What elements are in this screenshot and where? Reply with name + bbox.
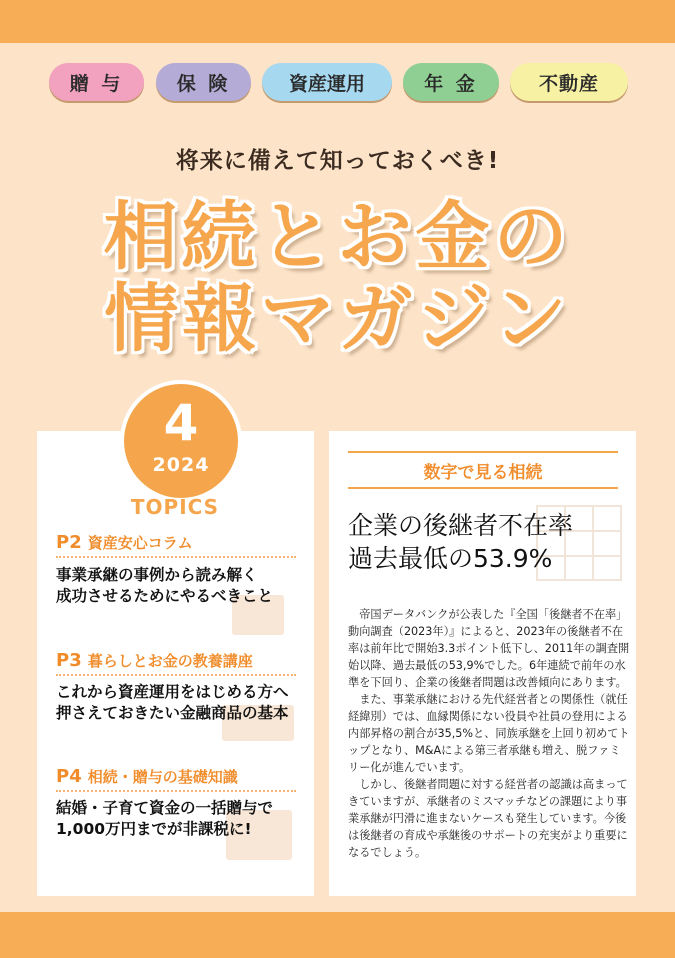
topics-heading: TOPICS	[130, 495, 220, 519]
category-asset-management: 資産運用	[262, 63, 392, 101]
topic-1-title-line-1: 事業承継の事例から読み解く	[56, 566, 258, 584]
bottom-band	[0, 912, 675, 958]
topic-1-category: 資産安心コラム	[87, 534, 193, 552]
top-band	[0, 0, 675, 43]
topic-3-title-line-2: 1,000万円までが非課税に!	[56, 820, 252, 838]
title-line-2: 情報マガジン	[104, 276, 571, 362]
topic-3-label	[56, 766, 238, 787]
category-real-estate: 不動産	[510, 63, 628, 101]
issue-year: 2024	[152, 454, 210, 476]
topic-1-page: P2	[56, 532, 82, 553]
feature-body	[348, 606, 630, 861]
topic-2-title-line-2: 押さえておきたい金融商品の基本	[56, 704, 289, 722]
issue-badge	[120, 380, 242, 502]
topic-1-label	[56, 532, 193, 553]
feature-paragraph-2: また、事業承継における先代経営者との関係性（就任経緯別）では、血縁関係にない役員や社員の登用による内部昇格の割合が35,5%と、同族承継を上回り初めてトップとなり、M&Aによる第三者承継も増え、脱ファミリー化が進んでいます。	[348, 693, 630, 774]
topic-2-title-line-1: これから資産運用をはじめる方へ	[56, 683, 289, 701]
feature-headline	[348, 509, 628, 575]
topic-3-divider	[56, 790, 296, 792]
topic-1-divider	[56, 556, 296, 558]
topic-3-page: P4	[56, 766, 82, 787]
category-pension: 年 金	[403, 63, 499, 101]
topic-1-title	[56, 565, 306, 607]
feature-paragraph-1: 帝国データバンクが公表した『全国「後継者不在率」動向調査（2023年）』によると、2023年の後継者不在率は前年比で開始3.3ポイント低下し、2011年の調査開始以降、過去最低の53,9%でした。6年連続で前年の水準を下回り、企業の後継者問題は改善傾向にあります。	[348, 608, 630, 689]
topic-2-divider	[56, 674, 296, 676]
category-pills	[49, 63, 629, 103]
topic-2-page: P3	[56, 650, 82, 671]
topic-2-category: 暮らしとお金の教養講座	[87, 652, 253, 670]
topic-2-title	[56, 682, 306, 724]
subtitle: 将来に備えて知っておくべき!	[175, 148, 500, 174]
feature-section-title: 数字で見る相続	[348, 451, 618, 489]
topic-3-category: 相続・贈与の基礎知識	[87, 768, 238, 786]
feature-paragraph-3: しかし、後継者問題に対する経営者の認識は高まってきていますが、承継者のミスマッチなどの課題により事業承継が円滑に進まないケースも発生しています。今後は後継者の育成や承継後のサポートの充実がより重要になるでしょう。	[348, 778, 628, 859]
title-line-1: 相続とお金の	[103, 194, 572, 280]
topic-1-title-line-2: 成功させるためにやるべきこと	[56, 587, 274, 605]
topic-3-title-line-1: 結婚・子育て資金の一括贈与で	[56, 799, 274, 817]
issue-number: 4	[163, 394, 199, 452]
feature-headline-line-1: 企業の後継者不在率	[348, 511, 574, 540]
category-insurance: 保 険	[156, 63, 251, 101]
category-gift: 贈 与	[49, 63, 144, 101]
topic-2-label	[56, 650, 253, 671]
topic-3-title	[56, 798, 306, 840]
feature-headline-line-2: 過去最低の53.9%	[348, 544, 553, 573]
